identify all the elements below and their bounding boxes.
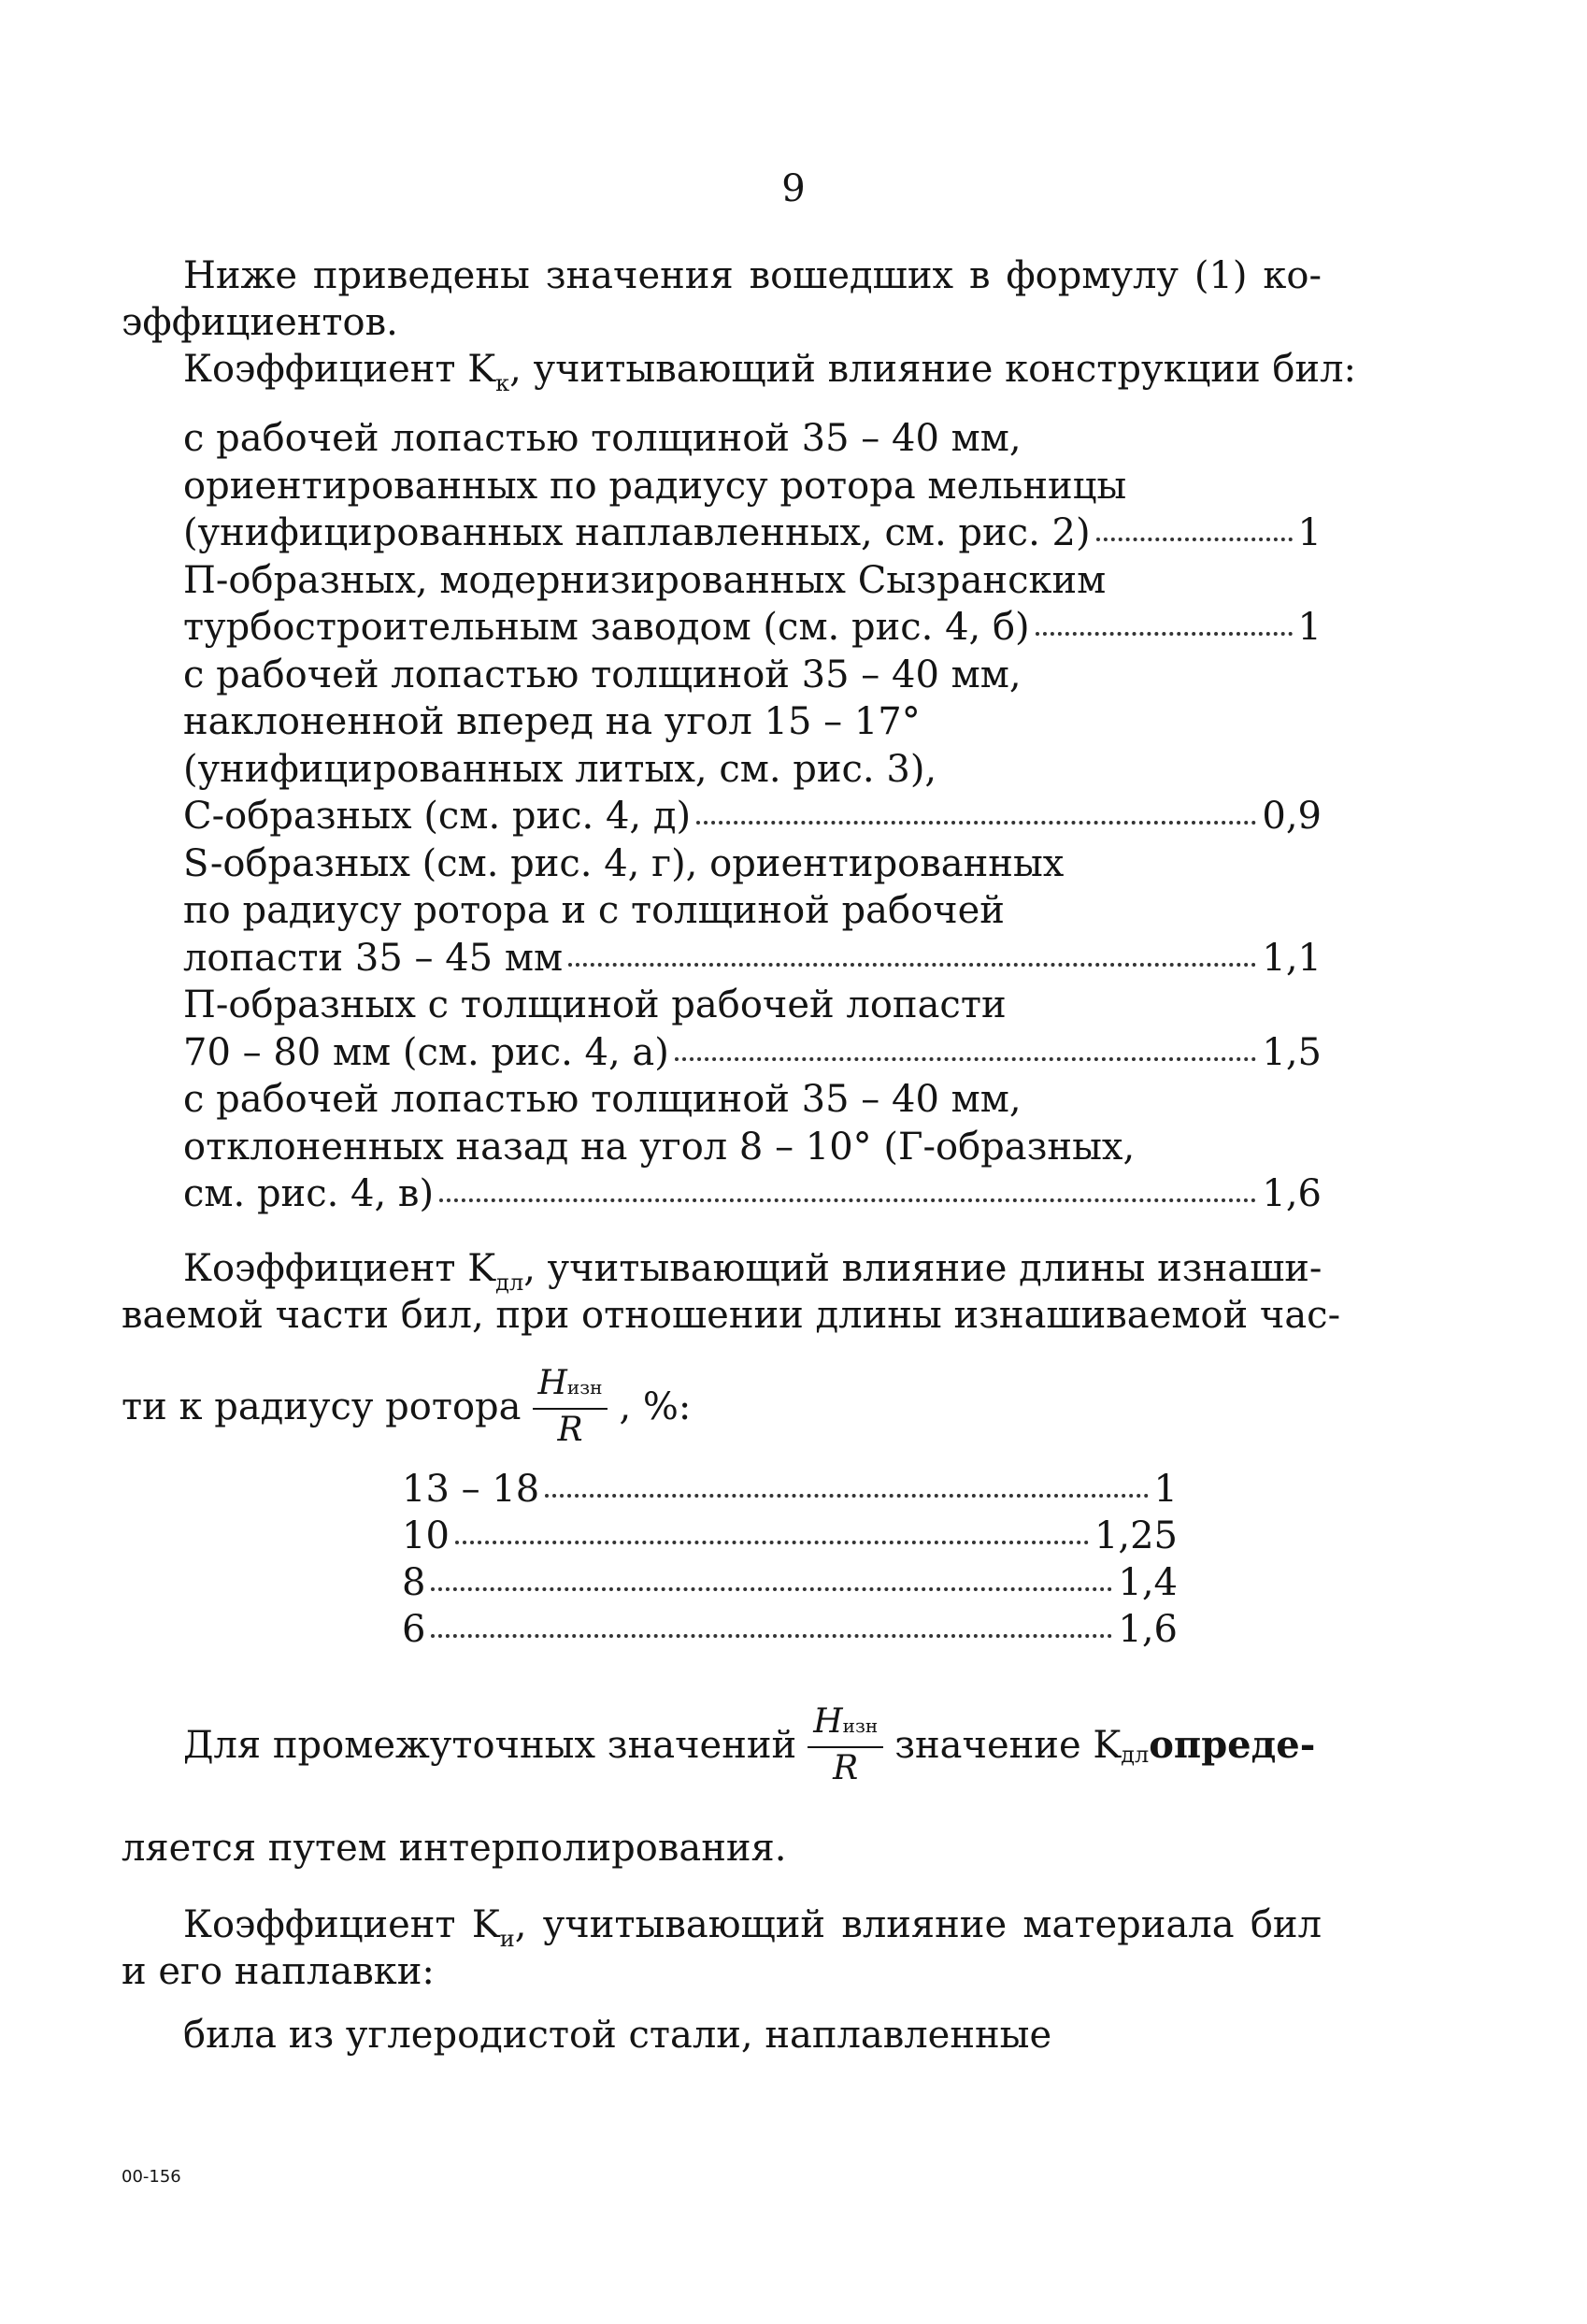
list-item-text: 6 — [402, 1608, 426, 1651]
list-item-text: наклоненной вперед на угол 15 – 17° — [183, 700, 921, 743]
kdl-line1-suffix: , учитывающий влияние длины изнаши- — [523, 1247, 1322, 1290]
dot-leader — [696, 813, 1256, 825]
fraction-denominator-2: R — [833, 1749, 859, 1787]
list-item — [402, 1606, 1178, 1653]
list-item — [183, 982, 1007, 1028]
interp-line-1 — [183, 1703, 1322, 1787]
kk-heading-prefix: Коэффициент K — [183, 348, 496, 391]
dot-leader — [455, 1533, 1089, 1544]
list-item-text: турбостроительным заводом (см. рис. 4, б) — [183, 606, 1030, 649]
interp-sub: дл — [1121, 1742, 1150, 1768]
list-item-text: 8 — [402, 1561, 426, 1604]
kdl-line-2: ваемой части бил, при отношении длины изнашиваемой час- — [122, 1294, 1341, 1337]
kdl-line-3 — [122, 1365, 691, 1449]
kdl-line3-suffix: , %: — [619, 1385, 692, 1428]
footer-code: 00-156 — [122, 2167, 181, 2187]
list-item-value: 1 — [1297, 606, 1322, 649]
dot-leader — [439, 1191, 1256, 1202]
list-item — [183, 887, 1005, 934]
dot-leader — [1096, 530, 1293, 541]
list-item-text: с рабочей лопастью толщиной 35 – 40 мм, — [183, 653, 1022, 696]
list-item — [183, 698, 921, 745]
list-item — [183, 840, 1064, 887]
kdl-line3-prefix: ти к радиусу ротора — [122, 1385, 522, 1428]
list-item-text: лопасти 35 – 45 мм — [183, 936, 564, 980]
kdl-prefix: Коэффициент K — [183, 1247, 496, 1290]
last-line: била из углеродистой стали, наплавленные — [183, 2014, 1052, 2057]
kk-heading-sub: к — [495, 370, 510, 396]
interp-middle: значение K — [894, 1724, 1122, 1767]
list-item-value: 0,9 — [1262, 795, 1322, 838]
list-item — [402, 1513, 1178, 1559]
list-item — [183, 1076, 1022, 1123]
list-item-value: 1,6 — [1262, 1172, 1322, 1215]
interp-suffix: опреде- — [1149, 1723, 1316, 1767]
list-item-value: 1,6 — [1118, 1608, 1178, 1651]
list-item — [183, 463, 1126, 509]
list-item-value: 1,4 — [1118, 1561, 1178, 1604]
kdl-sub: дл — [495, 1270, 524, 1296]
dot-leader — [568, 955, 1256, 967]
list-item — [183, 1124, 1135, 1170]
list-item — [183, 652, 1022, 698]
list-item-text: по радиусу ротора и с толщиной рабочей — [183, 889, 1005, 932]
list-item — [183, 746, 936, 793]
list-item-text: 70 – 80 мм (см. рис. 4, а) — [183, 1030, 669, 1074]
list-item-text: (унифицированных литых, см. рис. 3), — [183, 747, 937, 791]
list-item — [183, 935, 1322, 982]
list-item-text: отклоненных назад на угол 8 – 10° (Г-образных, — [183, 1125, 1136, 1169]
kdl-line-1 — [183, 1245, 1322, 1297]
list-item-text: П-образных, модернизированных Сызранским — [183, 558, 1107, 602]
list-item-text: 10 — [402, 1514, 450, 1557]
list-item — [183, 415, 1022, 462]
list-item — [402, 1466, 1178, 1513]
page-number: 9 — [781, 167, 806, 210]
dot-leader — [1036, 624, 1293, 636]
intro-line-1: Ниже приведены значения вошедших в формулу (1) ко- — [183, 254, 1322, 297]
fraction-h-over-r-2 — [808, 1703, 883, 1787]
list-item — [183, 1029, 1322, 1076]
list-item-text: П-образных с толщиной рабочей лопасти — [183, 983, 1007, 1026]
list-item-text: (унифицированных наплавленных, см. рис. 2) — [183, 511, 1091, 554]
list-item-text: см. рис. 4, в) — [183, 1172, 435, 1215]
interp-prefix: Для промежуточных значений — [183, 1724, 797, 1767]
list-item-value: 1 — [1297, 511, 1322, 554]
fraction-h-over-r — [533, 1365, 608, 1449]
dot-leader — [675, 1050, 1257, 1061]
list-item-value: 1,25 — [1094, 1514, 1178, 1557]
list-item — [402, 1559, 1178, 1606]
list-item-text: 13 – 18 — [402, 1468, 540, 1511]
fraction-numerator-2: Hизн — [808, 1703, 883, 1748]
list-item-value: 1,5 — [1262, 1030, 1322, 1074]
list-item — [183, 793, 1322, 839]
list-item-text: с рабочей лопастью толщиной 35 – 40 мм, — [183, 417, 1022, 460]
list-item-text: ориентированных по радиусу ротора мельницы — [183, 464, 1127, 508]
dot-leader — [431, 1580, 1112, 1591]
ki-sub: и — [499, 1926, 515, 1952]
list-item — [183, 1170, 1322, 1217]
kk-heading — [183, 346, 1356, 397]
list-item — [183, 604, 1322, 651]
kk-heading-suffix: , учитывающий влияние конструкции бил: — [509, 348, 1356, 391]
list-item-text: С-образных (см. рис. 4, д) — [183, 795, 692, 838]
list-item — [183, 509, 1322, 556]
interp-line-2: ляется путем интерполирования. — [122, 1827, 787, 1870]
list-item-value: 1 — [1153, 1468, 1178, 1511]
fraction-numerator: Hизн — [533, 1365, 608, 1410]
fraction-denominator: R — [557, 1411, 583, 1449]
ki-prefix: Коэффициент K — [183, 1903, 500, 1946]
intro-line-2: эффициентов. — [122, 301, 398, 344]
dot-leader — [545, 1486, 1148, 1498]
list-item-text: S-образных (см. рис. 4, г), ориентированных — [183, 841, 1065, 885]
ki-suffix: , учитывающий влияние материала бил — [514, 1903, 1322, 1946]
list-item-text: с рабочей лопастью толщиной 35 – 40 мм, — [183, 1078, 1022, 1121]
list-item-value: 1,1 — [1262, 936, 1322, 980]
ki-line-2: и его наплавки: — [122, 1950, 435, 1993]
dot-leader — [431, 1627, 1112, 1638]
ki-line-1 — [183, 1901, 1322, 1953]
list-item — [183, 557, 1106, 604]
